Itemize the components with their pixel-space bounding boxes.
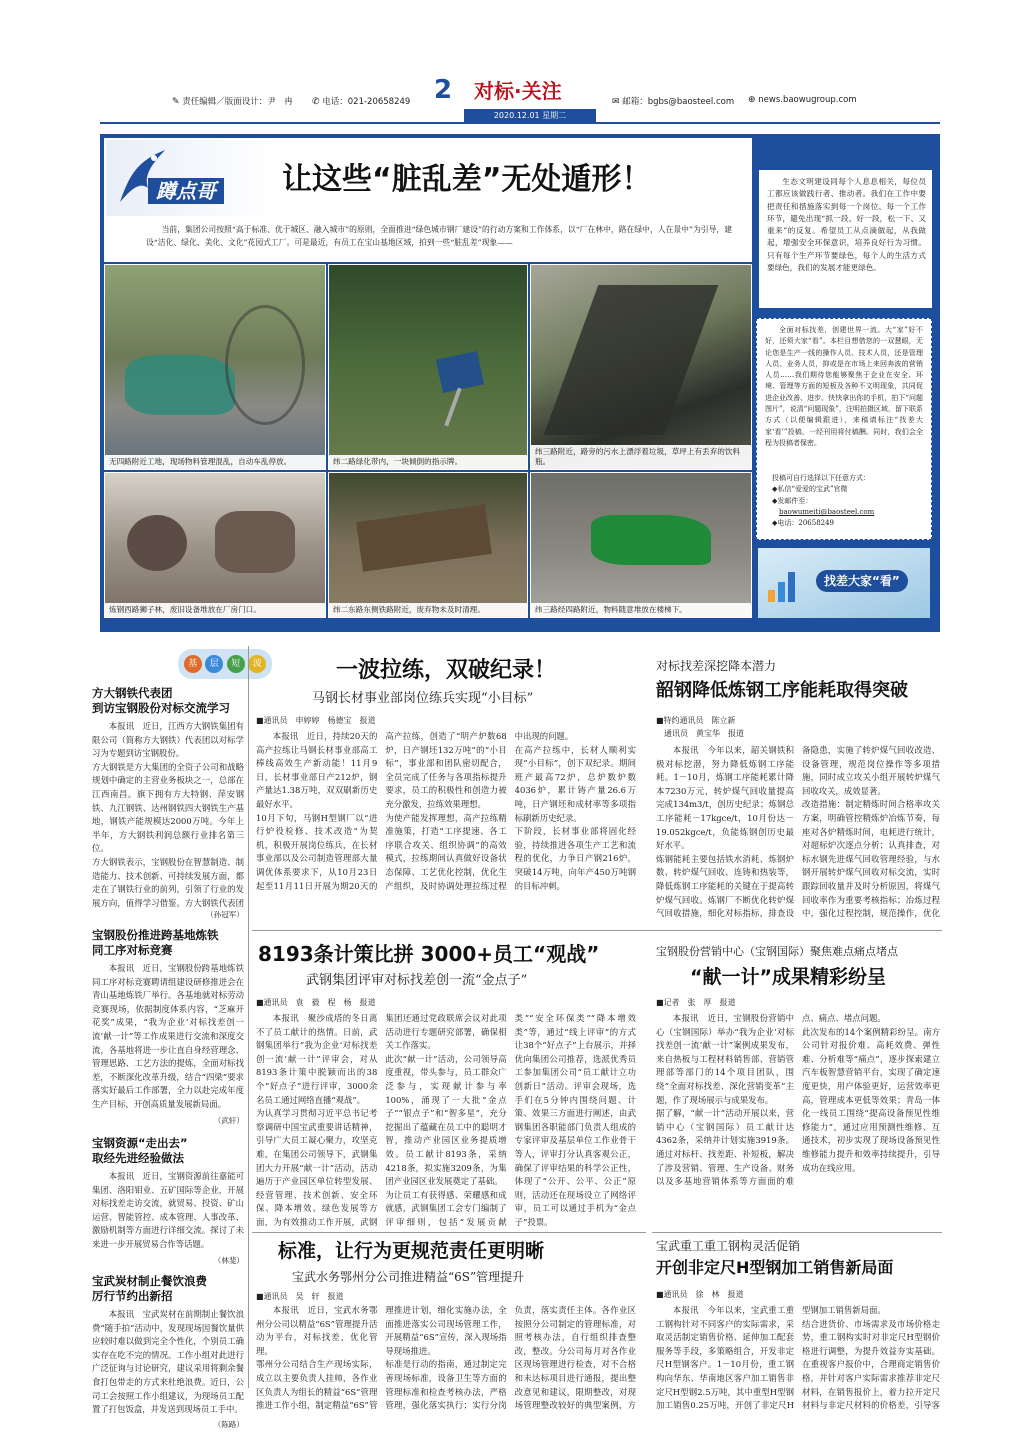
phone-icon: ✆ xyxy=(312,97,320,107)
article-title: 8193条计策比拼 3000+员工“观战” xyxy=(258,942,600,966)
sidebar-item-title: 方大钢铁代表团 到访宝钢股份对标交流学习 xyxy=(92,686,230,715)
web-line: ⊕ news.baowugroup.com xyxy=(748,95,857,105)
feature-intro: 当前，集团公司按照“高于标准、优于城区、融入城市”的原则，全面推进“绿色城市钢厂建设”的行动方案和工作体系，以“厂在林中，路在绿中，人在景中”为引导，建设“洁化、绿化、美化、文化”花园式工厂。可是最近，有员工在宝山基地区域，拍到一些“脏乱差”现象—— xyxy=(146,225,732,247)
article-title: 韶钢降低炼钢工序能耗取得突破 xyxy=(656,680,908,701)
callout-email[interactable]: baowumeiti@baosteel.com xyxy=(779,507,875,516)
article-byline: ■通讯员 袁 毅 程 杨 报道 xyxy=(256,998,376,1007)
callout-email-label: ◆发邮件至： xyxy=(772,496,813,505)
date-bar: 2020.12.01 星期二 xyxy=(464,109,596,122)
article-title: 标准，让行为更规范责任更明晰 xyxy=(278,1240,545,1262)
email-line: ✉ 邮箱：bgbs@baosteel.com xyxy=(612,97,735,107)
photo-rubbish xyxy=(328,472,528,618)
chart-growth-icon xyxy=(766,562,806,602)
callout-box xyxy=(756,318,932,540)
article-subtitle: 宝武水务鄂州分公司推进精益“6S”管理提升 xyxy=(292,1270,525,1284)
article-kicker: 宝钢股份营销中心（宝钢国际）聚焦难点痛点堵点 xyxy=(656,945,898,958)
mail-icon: ✉ xyxy=(612,97,620,107)
article-byline: ■通讯员 吴 轩 报道 xyxy=(256,1292,344,1301)
column-logo xyxy=(106,140,274,216)
article-body: 本报讯 聚沙成塔的冬日离不了员工献计的热情。日前，武钢集团举行“我为企业‘对标找差创一流’献一计”评审会，对从8193条计策中脱颖而出的38个“好点子”进行评审，3000余名员工通过网络直播“观战”。 为认真学习贯彻习近平总书记考察调研中国宝武重要讲话精神，引导广大员工凝心聚力，攻坚克难，在集团公司领导下，武钢集团大力开展“献一计”活动，活动遍历于产业园区单位转型发展、经营管理、技术创新、安全环保、降本增效、绿色发展等方面，为有效推动工作开展，武钢集团还通过党政联席会议对此项活动进行专题研究部署，确保相关工作落实。 此次“献一计”活动，公司领导高度重视，带头参与，员工群众广泛参与，实现献计参与率100%，涌现了一大批“金点子”“银点子”和“智多星”，充分挖掘出了蕴藏在员工中的聪明才智，推动产业园区业务提质增效。员工献计8193条，采纳4218条，拟实施3209条，为集团产业园区业发展奠定了基础。 为让员工有获得感、荣耀感和成就感，武钢集团工会专门编制了评审细则，包括“发展贡献类”“安全环保类”“降本增效类”等，通过“线上评审”的方式让38个“好点子”上台展示，并择优向集团公司推荐，选派优秀员工参加集团公司“员工献计立功创新日”活动。评审会现场，选手们在5分钟内围绕问题、计策、效果三方面进行阐述，由武钢集团各职能部门负责人组成的专家评审及基层单位工作业骨干等人，评审打分认真客观公正，确保了评审结果的科学公正性，体现了“公开、公平、公正”原则，活动还在现场设立了网络评审，员工可以通过手机为“金点子”投票。 xyxy=(256,1013,636,1227)
photo-caption: 炼钢西路狮子林，废旧设备堆放在厂房门口。 xyxy=(105,603,325,617)
sidebar-item xyxy=(92,686,244,922)
photo-caption: 纬三路附近，路旁的污水上漂浮着垃圾，草坪上有丢弃的饮料瓶。 xyxy=(531,445,751,469)
sidebar-divider xyxy=(248,646,249,1388)
article-kicker: 对标找差深挖降本潜力 xyxy=(656,659,777,673)
badge-label: 找差大家“看” xyxy=(816,570,908,592)
article-byline: ■通讯员 申婷婷 杨德宝 报道 xyxy=(256,716,376,725)
photo-caption: 纬三路经四路附近，物料随意堆放在楼梯下。 xyxy=(531,603,751,617)
quote-box xyxy=(756,170,932,308)
sidebar-item-title: 宝钢股份推进跨基地炼铁 同工序对标竞赛 xyxy=(92,928,219,957)
sidebar-item-sign: （武轩） xyxy=(213,1116,244,1125)
globe-icon: ⊕ xyxy=(748,95,756,105)
article-body: 本报讯 今年以来，宝武重工重工钢构针对不同客户的实际需求，采取灵活制定销售价格、延伸加工配套服务等手段，多策略组合，开发非定尺H型钢客户。1－10月份，重工钢构向华东、华南地区客户加工销售非定尺H型钢2.5万吨，其中重型H型钢加工销售0.25万吨，开创了非定尺H型钢加工销售新局面。 结合进货价、市场需求及市场价格走势，重工钢构实时对非定尺H型钢价格进行调整，为提升效益夯实基础。在重视客户报价中，合理商定销售价格，并针对客户实际需求推荐非定尺材料，在销售报价上，着力拉开定尺材料与非定尺材料的价格差，引导客 xyxy=(656,1305,940,1411)
article-subtitle: 马钢长材事业部岗位练兵实现“小目标” xyxy=(312,691,534,706)
quote-text: 生态文明建设同每个人息息相关，每位员工都应该做践行者、推动者。我们在工作中要把责任和措施落实到每一个岗位、每一个工作环节，避免出现“抓一段、好一段，松一下、又重来”的反复。希望员工从点滴做起，从我做起，增强安全环保意识，培养良好行为习惯。只有每个生产环节要绿色，每个人的生活方式要绿色，我们的发展才能更绿色。 xyxy=(767,177,926,273)
sidebar-item-body: 本报讯 近日，江西方大钢铁集团有限公司（简称方大钢铁）代表团以对标学习为专题到访宝钢股份。 方大钢铁是方大集团的全资子公司和战略规划中确定的主营业务板块之一，总部在江西南昌。旗下拥有方大特钢、萍安钢铁、九江钢铁、达州钢铁四大钢铁生产基地，钢铁产能规模达2000万吨。今年上半年，方大钢铁利润总额行业排名第三位。 方大钢铁表示，宝钢股份在智慧制造、制造能力、技术创新、可持续发展方面，都走在了钢铁行业的前列，引领了行业的发展方向，值得学习借鉴。方大钢铁代表团 xyxy=(92,721,244,908)
article-title: “献一计”成果精彩纷呈 xyxy=(690,966,886,988)
phone-line: ✆ 电话：021-20658249 xyxy=(312,97,411,107)
sidebar-item-title: 宝钢资源“走出去” 取经先进经验做法 xyxy=(92,1136,188,1165)
section-rule xyxy=(252,1232,646,1233)
editor-line: ✎ 责任编辑／版面设计：尹 冉 xyxy=(172,97,293,107)
article-body: 本报讯 近日，宝钢股份营销中心（宝钢国际）举办“我为企业‘对标找差创一流’献一计”案例成果发布，来自热板与工程材料销售部、营销管理部等部门的14个项目团队，围绕“全面对标找差、深化营销变革”主题，作了现场展示与成果发布。 据了解，“献一计”活动开展以来，营销中心（宝钢国际）员工献计达4362条，采纳并计划实施3919条。通过对标杆、找差距、补短板，解决了涉及营销、管理、生产设备、财务以及多基地营销体系等方面面的难点、痛点、堵点问题。 此次发布的14个案例精彩纷呈。南方公司针对报价难、高耗效费、弹性难、分析难等“痛点”，逐步探索建立汽车板智慧营销平台，实现了确定速度更快，用户体验更好，运营效率更高，管理成本更低等效果；青岛一体化一线员工围绕“提高设备预见性维修能力”，通过应用预测性维修、互通技术，初步实现了现场设备预见性维修能力提升和效率持续提升，引导成功在线应用。 xyxy=(656,1013,940,1187)
sidebar-item-body: 本报讯 近日，宝钢股份跨基地炼铁同工序对标竞赛聘请组建设研修推进会在青山基地炼铁厂举行。各基地就对标劳动竞赛现场，依据制度体系内容，“芝麻开花奖”成果，“我为企业‘对标找差创一流’献一计”等工作成果进行交流和深度交流，各基地将进一步让直自身经营理念、管理思路、工艺方法的提炼，全面对标找差，不断深化改革升级，结合“四梁”要求落实好最后工作部署，全力以赴完成年度生产目标，开创高质量发展新局面。 xyxy=(92,963,244,1109)
article-subtitle: 武钢集团评审对标找差创一流“金点子” xyxy=(306,973,528,988)
page-number: 2 xyxy=(434,75,453,105)
photo-equipment xyxy=(104,472,326,618)
find-gap-badge xyxy=(758,548,930,618)
article-byline: ■通讯员 徐 林 报道 xyxy=(656,1290,744,1299)
sidebar-item xyxy=(92,1274,244,1432)
photo-stairs xyxy=(530,472,752,618)
article-title: 开创非定尺H型钢加工销售新局面 xyxy=(656,1258,894,1277)
sidebar-item-title: 宝武炭材制止餐饮浪费 厉行节约出新招 xyxy=(92,1274,207,1303)
photo-ditch xyxy=(530,264,752,470)
edit-icon: ✎ xyxy=(172,97,180,107)
callout-tel: ◆电话：20658249 xyxy=(772,519,835,528)
photo-caption: 纬二路绿化带内，一块倾倒的指示牌。 xyxy=(329,455,527,469)
photo-caption: 纬二东路东侧铁路附近，废弃物未及时清理。 xyxy=(329,603,527,617)
sidebar-item xyxy=(92,1136,244,1268)
sidebar-item-body: 本报讯 宝武炭材在前期制止餐饮浪费“随手拍”活动中，发现现场因餐饮量供应较时难以做到完全个性化，个别员工确实存在吃不完的情况。工作小组对此进行广泛征询与讨论研究，建议采用将剩余餐食打包带走的方式来杜绝浪费。近日，公司工会按照工作小组建议，为现场员工配置了打包饭盒，并发送到现场员工手中。 xyxy=(92,1309,244,1415)
article-body: 本报讯 近日，宝武水务鄂州分公司以精益“6S”管理提升活动为平台，对标找差，优化管理。 鄂州分公司结合生产现场实际，成立以主要负责人挂帅，各作业区负责人为组长的精益“6S”管理推进工作小组，制定精益“6S”管理推进计划，细化实施办法，全面推进落实公司现场管理工作，开展精益“6S”宣传，深入现场指导现场推进。 标准是行动的指南，通过制定完善现场标准，设备卫生等方面的管理标准和检查考核办法，严格管理，强化落实执行；实行分岗负责，落实责任主体。各作业区按照分公司制定的管理标准，对照考核办法，自行组织排查整改，整改。分公司每月对各作业区现场管理进行检查，对不合格和未达标项目进行通报，提出整改意见和建议，限期整改，对现场管理整改较好的典型案例，方 xyxy=(256,1305,636,1411)
callout-ways: 投稿可自行选择以下任意方式： xyxy=(772,474,870,482)
sidebar-item-sign: （林斐） xyxy=(213,1256,244,1265)
section-rule xyxy=(652,1232,942,1233)
section-rule xyxy=(252,930,942,931)
sidebar-badge: 基 层 短 波 xyxy=(178,649,272,679)
photo-caption: 无四路附近工地，现场物料管理混乱，自动车乱停放。 xyxy=(105,455,325,469)
photo-sign xyxy=(328,264,528,470)
article-byline: ■记者 张 厚 报道 xyxy=(656,998,736,1007)
article-kicker: 宝武重工重工钢构灵活促销 xyxy=(656,1239,801,1253)
section-title: 对标·关注 xyxy=(474,79,562,103)
callout-text: 全面对标找差，创建世界一流。大“家”好不好，还须大家“看”。本栏目想借您的一双慧眼，无论您是生产一线的操作人员、技术人员，还是管理人员、业务人员，抑或是在市场上来回奔波的营销人员……我们期待您能够聚焦于企业在安全、环境、管理等方面的短板及各种不文明现象，共同促进企业改善、进步。快快拿出你的手机，拍下“问题图片”，说清“问题现象”，注明拍摄区域，留下联系方式（以便编辑跟进），来稿请标注“找差大家‘看’”投稿，一经刊用将付稿酬。同时，我们会全程为投稿者保密。 xyxy=(765,326,923,447)
article-title: 一波拉练，双破纪录！ xyxy=(336,658,557,683)
sidebar-item xyxy=(92,928,244,1128)
sidebar-item-sign: （陈路） xyxy=(213,1420,244,1429)
article-body: 本报讯 近日，持续20天的高产拉练让马钢长材事业部高工棒线高效生产新动能！11月9日，长材事业部日产212炉，钢产量达1.38万吨，双双刷新历史最好水平。 10月下旬，马钢H型钢厂以“进行炉役检修、技术改造”为契机，积极开展岗位练兵，在长材事业部以及公司制造管理部大量调优体系要求下，从10月23日起至11月11日开展为期20天的高产拉练，创造了“明产炉数68炉，日产钢坯132万吨”的“小目标”，事业部和团队密切配合，全员完成了任务与各项指标提升要求，员工的积极性和创造力被充分激发，拉练效果理想。 为使产能发挥理想，高产拉练精准施策，打造“工序提速、各工序联合攻关、组织协调”的高效模式，拉练期间认真做好设备状态保障、工艺优化控制，优化生产组织，及时协调处理拉练过程中出现的问题。 在高产拉练中，长材人顺利实现“小目标”，创下双纪录。期间班产最高72炉，总炉数炉数4036炉，累计铸产量26.6万吨，日产钢坯和成材率等多项指标刷新历史纪录。 下阶段，长材事业部将固化经验，持续推进各项生产工艺和流程的优化，力争日产钢216炉，突破14万吨，向年产450万吨钢的目标冲刺。 xyxy=(256,731,636,891)
callout-wechat: ◆私信“爱爱的宝武”官微 xyxy=(772,485,848,494)
sidebar-item-body: 本报讯 近日，宝钢资源前往嘉能可集团、洛阳钼业、五矿国际等企业，开展对标找差走访交流，就贸易、投资、矿山运营、智能管控、成本管理、人事改革、激励机制等方面进行详细交流。探讨了未来进一步开展贸易合作等话题。 xyxy=(92,1171,244,1249)
article-byline: ■特约通讯员 陈立新 通讯员 黄宝华 报道 xyxy=(656,716,744,738)
photo-bikes xyxy=(104,264,326,470)
article-body: 本报讯 今年以来，韶关钢铁积极对标挖潜，努力降低炼钢工序能耗。1－10月，炼钢工序能耗累计降本7230万元，转炉煤气回收量提高完成134m3/t，创历史纪录；炼钢总工序能耗－17kgce/t，10月份达－19.052kgce/t，负能炼钢创历史最好水平。 炼钢能耗主要包括铁水消耗、炼钢炉数、转炉煤气回收、连铸和热装等，降低炼钢工序能耗的关键在于提高转炉煤气回收。炼钢厂不断优化转炉煤气回收措施，细化对标指标，排查设备隐患，实施了转炉煤气回收改造、设备管理，规范岗位操作等多项措施，同时成立攻关小组开展转炉煤气回收攻关，成效显著。 改造措施：制定精炼时间合格率攻关方案，明确管控精炼炉冶炼节奏，每座对各炉精炼时间，电耗进行统计，对超标炉次逐点分析；认真排查，对标水钢先进煤气回收管理经验，与水钢开展转炉煤气回收对标交流，实时跟踪回收量并及时分析原因，将煤气回收率作为重要考核指标；冶炼过程中，强化过程控制，规范操作，优化 xyxy=(656,745,940,919)
sidebar-item-sign: （孙冠军） xyxy=(206,910,244,919)
column-logo-text: 蹲点哥 xyxy=(148,178,224,204)
masthead-rule xyxy=(100,122,940,124)
feature-title: 让这些“脏乱差”无处遁形！ xyxy=(282,162,652,197)
